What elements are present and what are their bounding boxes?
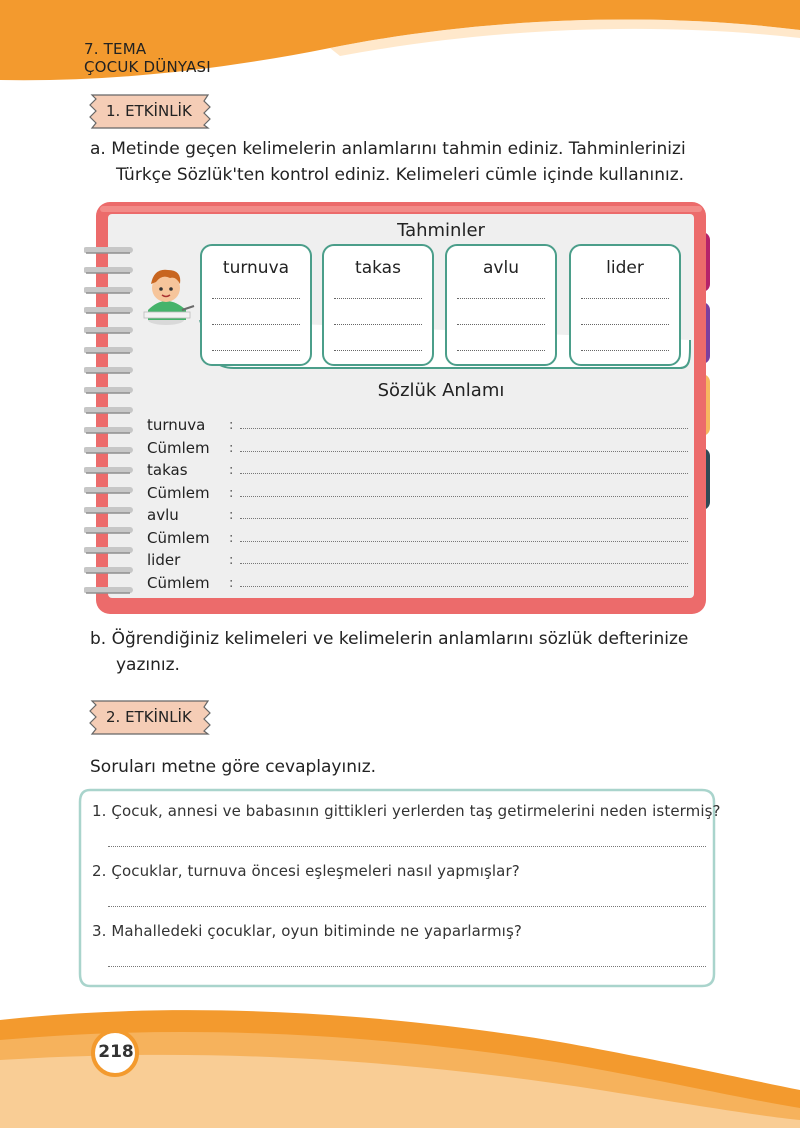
- word-card-lider: [569, 244, 681, 366]
- dict-row-colon: :: [229, 508, 234, 523]
- guess-line[interactable]: [581, 350, 669, 351]
- guess-line[interactable]: [457, 350, 545, 351]
- dict-row-colon: :: [229, 441, 234, 456]
- question-1: 1. Çocuk, annesi ve babasının gittikleri yerlerden taş getirmelerini neden istermiş?: [92, 802, 721, 820]
- word-card-avlu: [445, 244, 557, 366]
- dict-answer-line[interactable]: [240, 473, 688, 474]
- activity1-badge: [86, 92, 218, 130]
- instruction-a-line2: Türkçe Sözlük'ten kontrol ediniz. Kelimeleri cümle içinde kullanınız.: [116, 165, 685, 185]
- word-card-label: lider: [606, 258, 644, 278]
- dict-row-colon: :: [229, 576, 234, 591]
- word-card-label: avlu: [483, 258, 519, 278]
- theme-heading: [84, 40, 211, 76]
- guess-line[interactable]: [212, 298, 300, 299]
- word-card-turnuva: [200, 244, 312, 366]
- dict-answer-line[interactable]: [240, 496, 688, 497]
- guess-line[interactable]: [581, 324, 669, 325]
- dictionary-title: Sözlük Anlamı: [377, 380, 505, 401]
- dict-answer-line[interactable]: [240, 451, 688, 452]
- theme-number: 7. TEMA: [84, 40, 147, 58]
- guess-line[interactable]: [212, 324, 300, 325]
- instruction-a-line1: a. Metinde geçen kelimelerin anlamlarını tahmin ediniz. Tahminlerinizi: [90, 139, 686, 159]
- answer-line-2[interactable]: [108, 906, 706, 907]
- word-card-label: takas: [355, 258, 401, 278]
- answer-line-3[interactable]: [108, 966, 706, 967]
- instruction-b-line2: yazınız.: [116, 655, 180, 675]
- dict-answer-line[interactable]: [240, 563, 688, 564]
- guess-line[interactable]: [457, 298, 545, 299]
- activity2-instruction: Soruları metne göre cevaplayınız.: [90, 757, 377, 777]
- dict-row-colon: :: [229, 553, 234, 568]
- dict-row-colon: :: [229, 531, 234, 546]
- dict-row-label: Cümlem: [147, 439, 210, 457]
- theme-title: ÇOCUK DÜNYASI: [84, 58, 211, 76]
- guess-line[interactable]: [212, 350, 300, 351]
- dict-row-label: Cümlem: [147, 529, 210, 547]
- activity1-badge-label: 1. ETKİNLİK: [106, 102, 192, 120]
- guess-line[interactable]: [457, 324, 545, 325]
- dict-answer-line[interactable]: [240, 541, 688, 542]
- dict-answer-line[interactable]: [240, 428, 688, 429]
- dict-answer-line[interactable]: [240, 586, 688, 587]
- dict-row-colon: :: [229, 486, 234, 501]
- guess-line[interactable]: [334, 350, 422, 351]
- page-number: 218: [98, 1042, 134, 1062]
- dict-row-label: Cümlem: [147, 484, 210, 502]
- guesses-title: Tahminler: [397, 220, 485, 241]
- guess-line[interactable]: [581, 298, 669, 299]
- dict-row-label: takas: [147, 461, 188, 479]
- word-card-takas: [322, 244, 434, 366]
- question-2: 2. Çocuklar, turnuva öncesi eşleşmeleri nasıl yapmışlar?: [92, 862, 520, 880]
- dict-row-colon: :: [229, 418, 234, 433]
- dict-row-label: avlu: [147, 506, 179, 524]
- activity2-badge: [86, 698, 218, 736]
- word-card-label: turnuva: [222, 258, 290, 278]
- instruction-b: [90, 626, 730, 678]
- boy-illustration: [142, 262, 202, 326]
- dict-row-label: Cümlem: [147, 574, 210, 592]
- answer-line-1[interactable]: [108, 846, 706, 847]
- dict-row-label: turnuva: [147, 416, 206, 434]
- dict-row-colon: :: [229, 463, 234, 478]
- dict-answer-line[interactable]: [240, 518, 688, 519]
- instruction-b-line1: b. Öğrendiğiniz kelimeleri ve kelimelerin anlamlarını sözlük defterinize: [90, 629, 689, 649]
- dict-row-label: lider: [147, 551, 181, 569]
- activity2-badge-label: 2. ETKİNLİK: [106, 708, 192, 726]
- guess-line[interactable]: [334, 298, 422, 299]
- guess-line[interactable]: [334, 324, 422, 325]
- question-3: 3. Mahalledeki çocuklar, oyun bitiminde ne yaparlarmış?: [92, 922, 522, 940]
- instruction-a: [90, 136, 730, 188]
